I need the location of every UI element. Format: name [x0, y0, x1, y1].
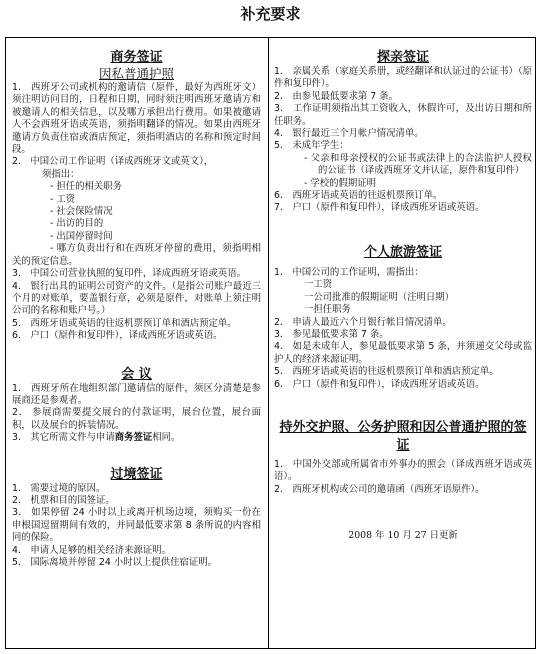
conference-heading: 会 议: [121, 366, 152, 382]
transit-item-4: 4． 申请人足够的相关经济来源证明。: [12, 544, 171, 556]
transit-visa-heading: 过境签证: [110, 466, 163, 482]
family-subitem: - 学校的假期证明: [304, 177, 376, 189]
tourism-item-2: 2． 申请人最近六个月银行帐目情况清单。: [274, 316, 452, 328]
business-visa-heading: 商务签证: [110, 50, 163, 65]
business-item-3: 3． 中国公司营业执照的复印件，译成西班牙语或英语。: [12, 268, 246, 280]
update-date: 2008 年 10 月 27 日更新: [348, 530, 458, 542]
transit-item-5: 5． 国际离境并停留 24 小时以上提供住宿证明。: [12, 557, 217, 568]
column-divider: [268, 38, 269, 648]
conference-item-3: 3． 其它所需文件与申请商务签证相同。: [12, 432, 181, 444]
business-subitem: - 担任的相关职务: [50, 181, 122, 193]
business-subitem: - 出访的目的: [50, 218, 104, 230]
family-visit-heading: 探亲签证: [376, 50, 429, 65]
transit-item-2: 2． 机票和目的国签证。: [12, 494, 115, 506]
tourism-item-3: 3． 参见最低要求第 7 条。: [274, 328, 389, 340]
transit-item-3: 3． 如果停留 24 小时以上或离开机场边境，须购买一份在申根国逗留期间有效的，并同最低要求第 8 条所说的内容相同的保险。: [12, 507, 261, 544]
private-passport-subheading: 因私普通护照: [98, 66, 174, 81]
family-item-4: 4． 银行最近三个月帐户情况清单。: [274, 128, 424, 140]
conference-item-1: 1． 西班牙所在地组织部门邀请信的原件，须区分清楚是参展商还是参观者。: [12, 382, 261, 406]
tourism-item-4: 4． 如是未成年人，参见最低要求第 5 条，并须递交父母或监护人的经济来源证明。: [274, 341, 532, 365]
family-item-6: 6． 西班牙语或英语的往返机票预订单。: [274, 190, 443, 202]
business-subitem: - 社会保险情况: [50, 206, 113, 218]
family-item-3: 3． 工作证明须指出其工资收入，休假许可，及出访日期和所任职务。: [274, 103, 532, 127]
requirements-table: [5, 37, 536, 649]
diplomatic-visa-heading: 持外交护照、公务护照和因公普通护照的签证: [279, 419, 527, 453]
business-item-2: 2． 中国公司工作证明（译成西班牙文或英文），: [12, 156, 214, 168]
tourism-item-1: 1． 中国公司的工作证明，需指出：: [274, 266, 424, 278]
transit-item-1: 1． 需要过境的原因。: [12, 482, 106, 494]
business-item-1: 1． 西班牙公司或机构的邀请信（原件，最好为西班牙文）须注明访问目的，日程和日期，同时须注明西班牙邀请方和被邀请人的相关信息，以及哪方承担出行费用。如果被邀请人不会西班牙语或英语，须指明翻译的情况。如果由西班牙邀请方负责住宿或酒店预定，须指明酒店的名称和预定时间段。: [12, 82, 261, 156]
tourism-subitem: 一公司批准的假期证明（注明日期）: [304, 291, 455, 303]
left-column: [12, 38, 261, 569]
business-item-6: 6． 户口（原件和复印件），译成西班牙语或英语。: [12, 330, 223, 342]
page-title: 补充要求: [240, 5, 301, 23]
conference-item-2: 2． 参展商需要提交展台的付款证明，展台位置，展台面积，以及展台的拆装情况。: [12, 407, 261, 431]
diplomatic-item-1: 1． 中国外交部或所属省市外事办的照会（译成西班牙语或英语）。: [274, 458, 532, 483]
family-item-2: 2． 由参见最低要求第 7 条。: [274, 90, 398, 102]
business-item-5: 5． 西班牙语或英语的往返机票预订单和酒店预定单。: [12, 317, 237, 329]
tourism-item-5: 5． 西班牙语或英语的往返机票预订单和酒店预定单。: [274, 366, 499, 378]
diplomatic-item-2: 2． 西班牙机构或公司的邀请函（西班牙语原件）。: [274, 483, 485, 495]
business-item-2-lead: 须指出：: [42, 168, 80, 180]
business-subitem: - 出国停留时间: [50, 230, 113, 242]
business-item-4: 4． 银行出具的证明公司资产的文件。（是指公司账户最近三个月的对账单，要盖银行章，必须是原件，对账单上须注明公司的名称和账户号。）: [12, 280, 261, 317]
tourism-subitem: 一担任职务: [304, 304, 351, 316]
family-item-7: 7． 户口（原件和复印件），译成西班牙语或英语。: [274, 202, 485, 214]
family-item-1: 1． 亲属关系（家庭关系册，或经翻译和认证过的公证书）（原件和复印件）。: [274, 66, 532, 90]
family-item-5: 5． 未成年学生：: [274, 140, 349, 152]
family-subitem: - 父亲和母亲授权的公证书或法律上的合法监护人授权的公证书（译成西班牙文并认证，原件和复印件）: [304, 152, 532, 177]
right-column: [274, 38, 532, 543]
tourism-subitem: 一工资: [304, 279, 333, 291]
tourism-item-6: 6． 户口（原件和复印件），译成西班牙语或英语。: [274, 378, 485, 390]
business-subitem: - 工资: [50, 193, 76, 205]
tourism-visa-heading: 个人旅游签证: [363, 244, 442, 260]
business-subitem: - 哪方负责出行和在西班牙停留的费用，须指明相关的预定信息。: [12, 243, 261, 267]
